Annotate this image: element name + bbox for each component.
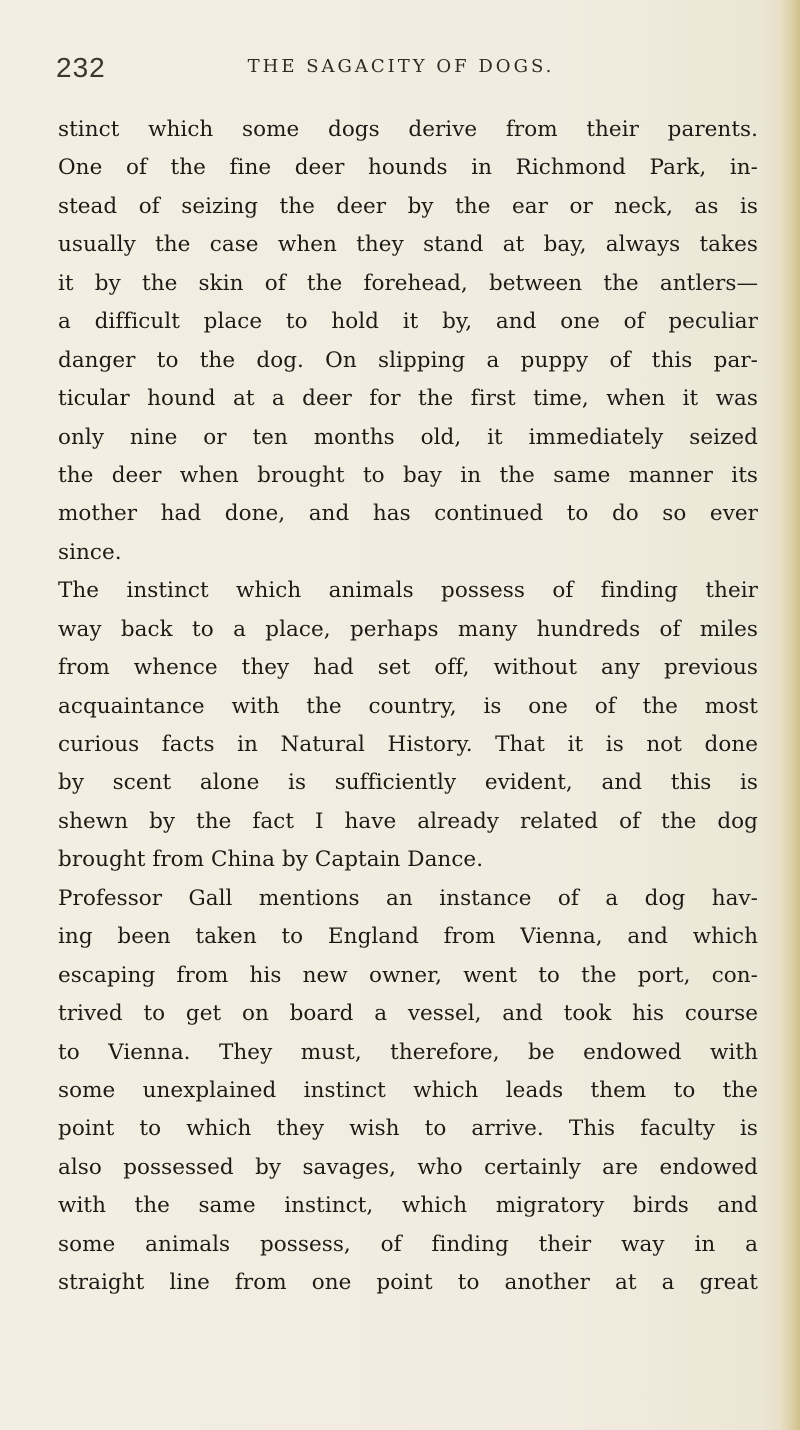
text-line: acquaintance with the country, is one of the most xyxy=(58,693,758,719)
text-line: One of the fine deer hounds in Richmond Park, in- xyxy=(58,155,758,181)
body-text xyxy=(58,111,758,1303)
text-line: from whence they had set off, without any previous xyxy=(58,655,758,681)
text-line: usually the case when they stand at bay, always takes xyxy=(58,232,758,258)
page-number: 232 xyxy=(56,52,106,83)
text-line: stinct which some dogs derive from their parents. xyxy=(58,117,758,142)
text-line: brought from China by Captain Dance. xyxy=(58,847,484,873)
text-line: trived to get on board a vessel, and took his course xyxy=(58,1001,758,1027)
text-line: some unexplained instinct which leads them to the xyxy=(58,1077,758,1103)
text-line: a difficult place to hold it by, and one of peculiar xyxy=(58,309,758,335)
text-line: point to which they wish to arrive. This faculty is xyxy=(58,1116,758,1142)
text-line: only nine or ten months old, it immediately seized xyxy=(58,424,758,450)
text-line: also possessed by savages, who certainly are endowed xyxy=(58,1154,758,1180)
text-line: it by the skin of the forehead, between the antlers— xyxy=(58,270,758,296)
text-line: Professor Gall mentions an instance of a dog hav- xyxy=(58,885,758,911)
text-line: some animals possess, of finding their way in a xyxy=(58,1231,758,1257)
text-line: with the same instinct, which migratory birds and xyxy=(58,1193,758,1219)
text-line: stead of seizing the deer by the ear or neck, as is xyxy=(58,193,758,219)
text-line: mother had done, and has continued to do so ever xyxy=(58,501,758,527)
text-line: escaping from his new owner, went to the port, con- xyxy=(58,962,758,988)
text-line: by scent alone is sufficiently evident, and this is xyxy=(58,770,758,796)
text-line: way back to a place, perhaps many hundreds of miles xyxy=(58,616,758,642)
text-line: ing been taken to England from Vienna, and which xyxy=(58,924,758,950)
text-line: The instinct which animals possess of finding their xyxy=(58,578,758,604)
text-line: danger to the dog. On slipping a puppy of this par- xyxy=(58,347,758,373)
page-header xyxy=(56,52,746,86)
text-line: ticular hound at a deer for the first time, when it was xyxy=(58,386,758,412)
text-line: curious facts in Natural History. That it is not done xyxy=(58,732,758,757)
text-line: shewn by the fact I have already related of the dog xyxy=(58,808,758,834)
text-line: since. xyxy=(58,539,122,565)
page-edge-shadow xyxy=(766,0,800,1430)
text-line: to Vienna. They must, therefore, be endowed with xyxy=(58,1039,758,1065)
text-line: straight line from one point to another at a great xyxy=(58,1270,758,1296)
running-title: THE SAGACITY OF DOGS. xyxy=(247,56,555,77)
text-line: the deer when brought to bay in the same manner its xyxy=(58,462,758,488)
